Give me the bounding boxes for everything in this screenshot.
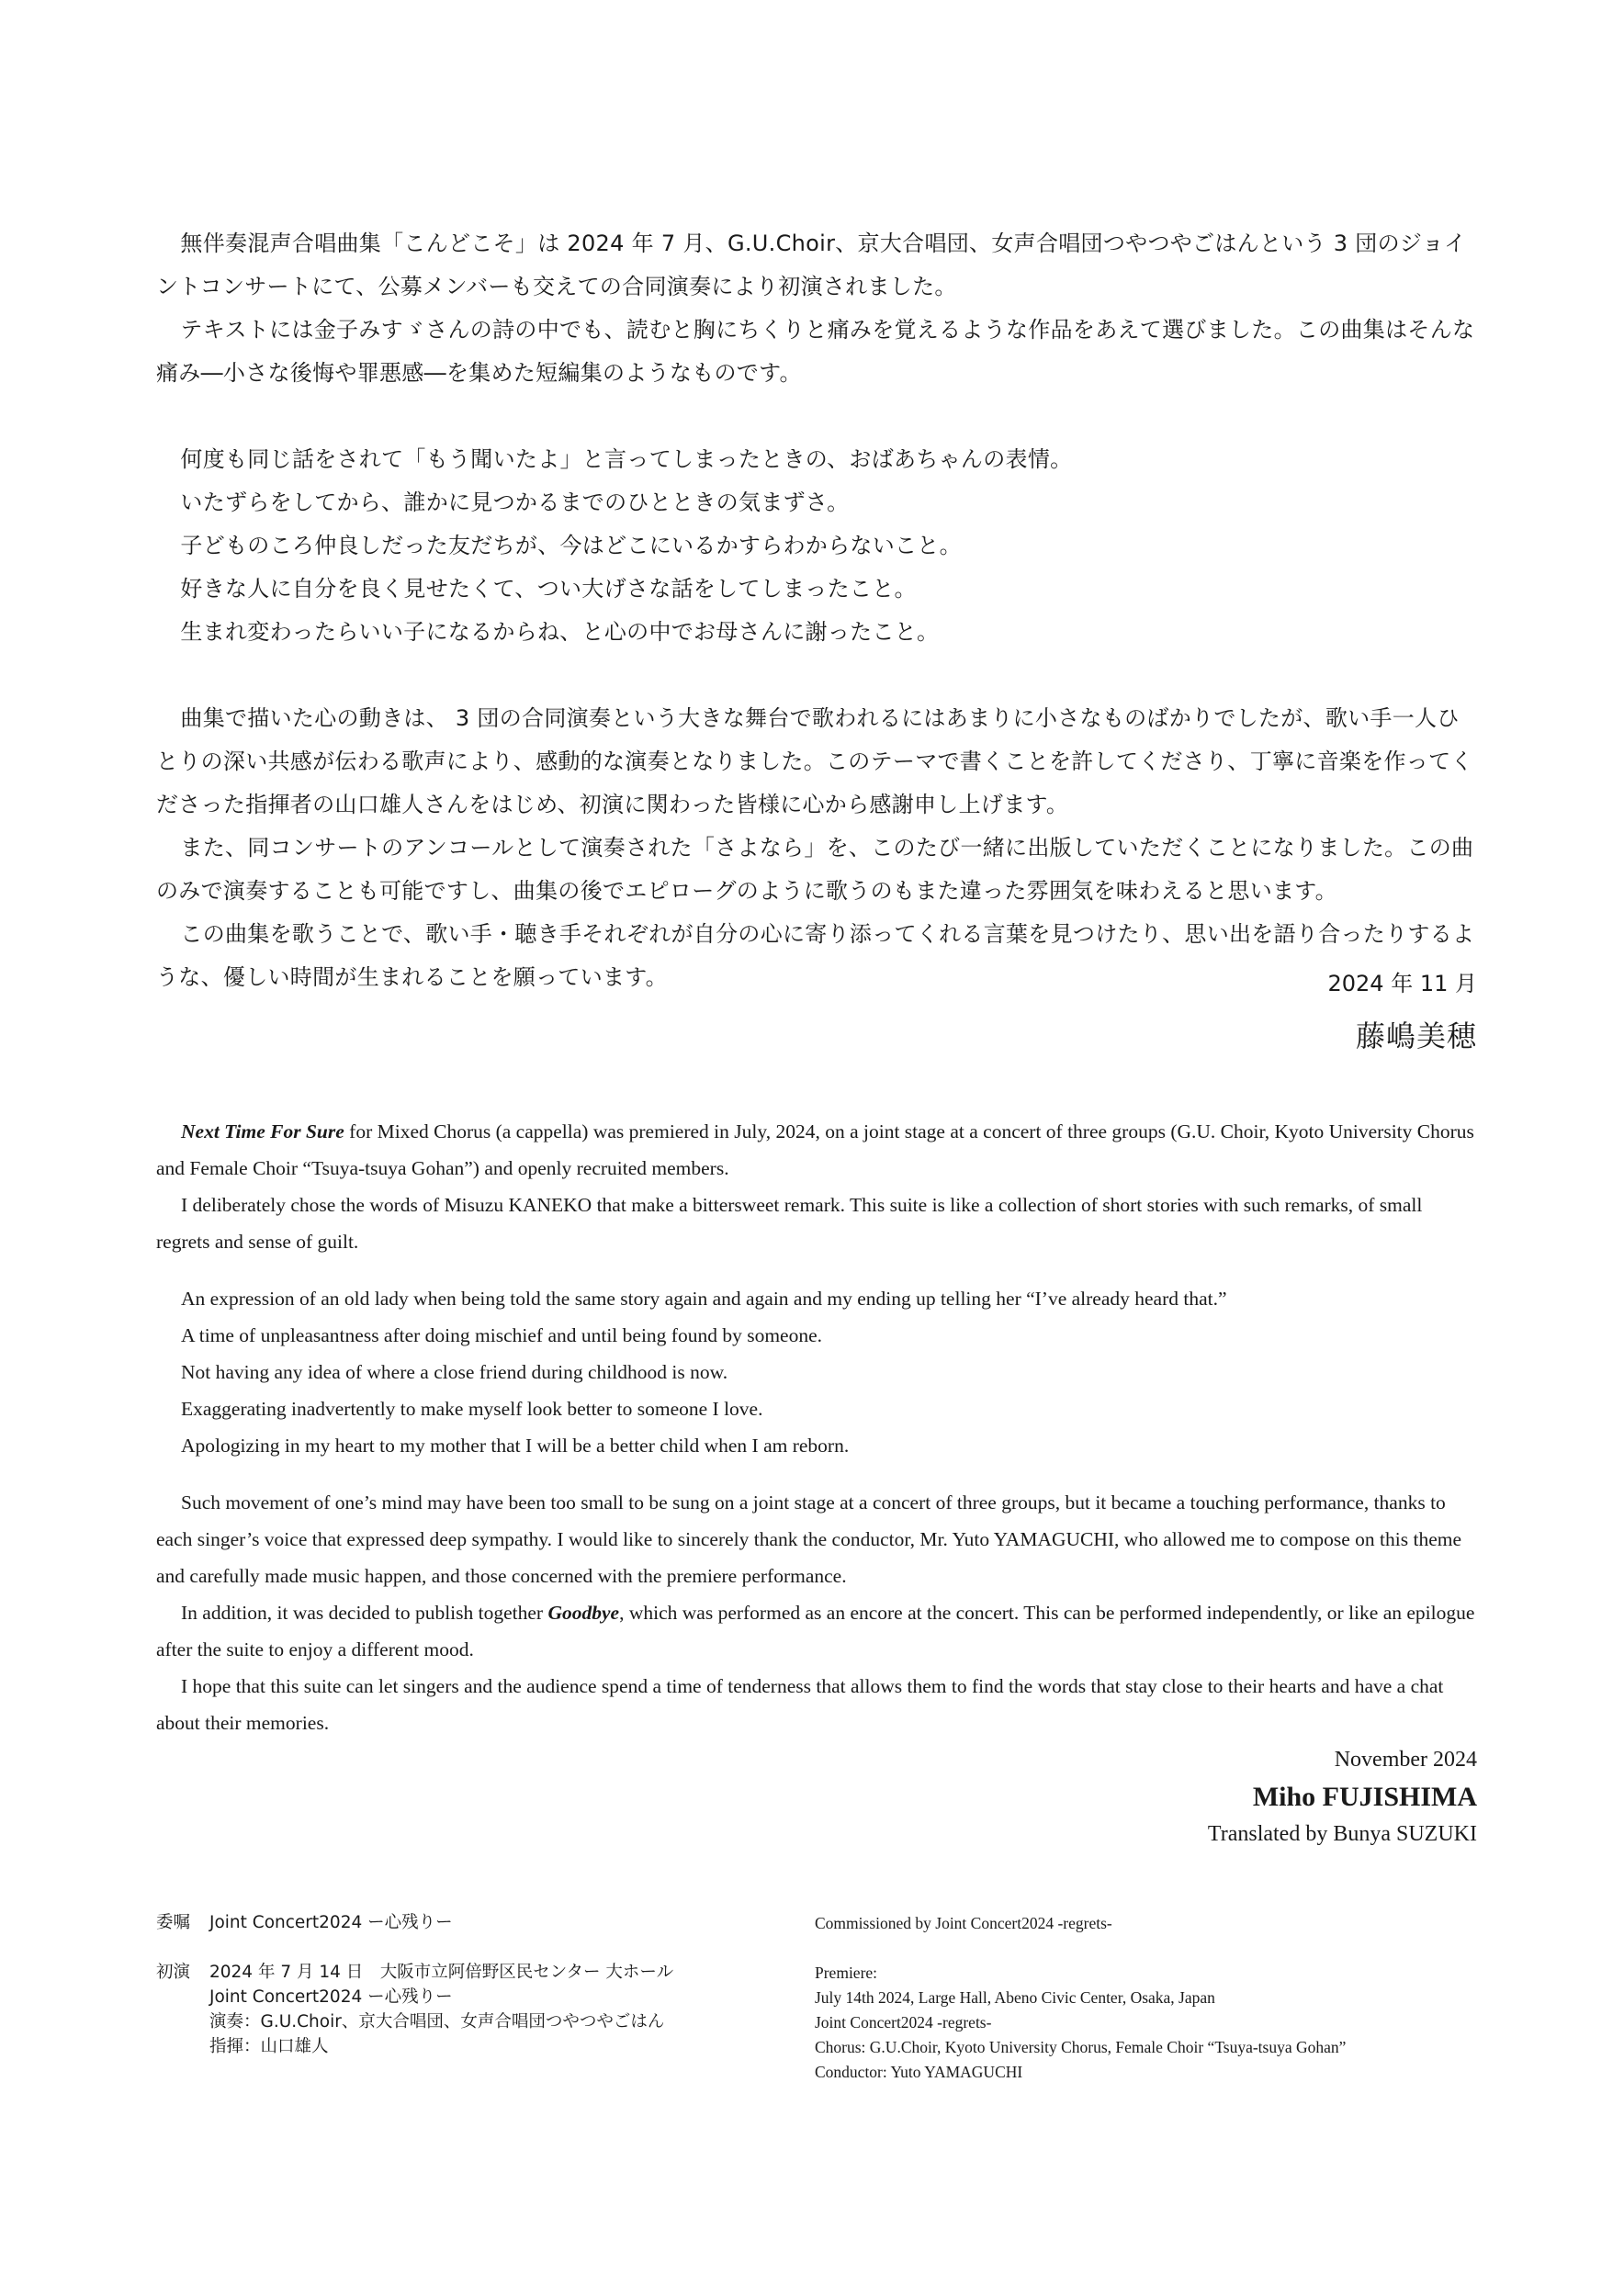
english-preface <box>156 1113 1479 1741</box>
translator: Translated by Bunya SUZUKI <box>1207 1822 1477 1846</box>
en-list-item: An expression of an old lady when being told the same story again and again and my ending up telling her “I’ve already heard that.” <box>181 1288 1227 1310</box>
premiere-line: 指揮：山口雄人 <box>209 2037 329 2056</box>
en-poem-list <box>156 1280 1479 1464</box>
commission-text: Commissioned by Joint Concert2024 -regrets- <box>815 1914 1112 1932</box>
premiere-line: Conductor: Yuto YAMAGUCHI <box>815 2063 1023 2081</box>
ja-author: 藤嶋美穂 <box>1355 1019 1477 1053</box>
ja-paragraph: テキストには金子みすゞさんの詩の中でも、読むと胸にちくりと痛みを覚えるような作品をあえて選びました。この曲集はそんな痛み―小さな後悔や罪悪感―を集めた短編集のようなものです。 <box>156 317 1475 386</box>
premiere-line: 2024 年 7 月 14 日 大阪市立阿倍野区民センター 大ホール <box>209 1963 674 1982</box>
en-paragraph: Such movement of one’s mind may have been too small to be sung on a joint stage at a concert of three groups, but it became a touching performance, thanks to each singer’s voice that expressed deep sympathy. I would like to sincerely thank the conductor, Mr. Yuto YAMAGUCHI, who allowed me to compose on this theme and carefully made music happen, and those concerned with the premiere performance. <box>156 1491 1462 1587</box>
en-list-item: Exaggerating inadvertently to make myself look better to someone I love. <box>181 1398 763 1420</box>
premiere-line: July 14th 2024, Large Hall, Abeno Civic Center, Osaka, Japan <box>815 1988 1215 2007</box>
encore-title: Goodbye <box>547 1602 620 1624</box>
en-paragraph: I hope that this suite can let singers and the audience spend a time of tenderness that allows them to find the words that stay close to their hearts and have a chat about their memories. <box>156 1675 1444 1734</box>
ja-list-item: 好きな人に自分を良く見せたくて、つい大げさな話をしてしまったこと。 <box>180 576 917 602</box>
premiere-line: Chorus: G.U.Choir, Kyoto University Chorus, Female Choir “Tsuya-tsuya Gohan” <box>815 2038 1347 2056</box>
commission-value: Joint Concert2024 ー心残りー <box>209 1913 453 1932</box>
en-text: , which was performed as an encore at the concert. This can be performed independently, or like an epilogue after the suite to enjoy a different mood. <box>156 1602 1475 1660</box>
japanese-preface <box>156 222 1477 999</box>
en-text: In addition, it was decided to publish together <box>181 1602 548 1624</box>
en-text: for Mixed Chorus (a cappella) was premiered in July, 2024, on a joint stage at a concert of three groups (G.U. Choir, Kyoto University Chorus and Female Choir “Tsuya-tsuya Gohan”) and openly recruited members. <box>156 1120 1474 1179</box>
ja-list-item: 何度も同じ話をされて「もう聞いたよ」と言ってしまったときの、おばあちゃんの表情。 <box>180 446 1073 472</box>
en-date: November 2024 <box>1334 1748 1477 1772</box>
ja-poem-list <box>156 438 1477 654</box>
ja-paragraph: また、同コンサートのアンコールとして演奏された「さよなら」を、このたび一緒に出版していただくことになりました。この曲のみで演奏することも可能ですし、曲集の後でエピローグのように歌うのもまた違った雰囲気を味わえると思います。 <box>156 835 1474 904</box>
ja-date: 2024 年 11 月 <box>1327 971 1477 996</box>
premiere-line: Joint Concert2024 ー心残りー <box>209 1987 453 2007</box>
en-paragraph: I deliberately chose the words of Misuzu KANEKO that make a bittersweet remark. This suite is like a collection of short stories with such remarks, of small regrets and sense of guilt. <box>156 1194 1423 1253</box>
en-list-item: Apologizing in my heart to my mother that I will be a better child when I am reborn. <box>181 1435 850 1457</box>
ja-list-item: 子どものころ仲良しだった友だちが、今はどこにいるかすらわからないこと。 <box>180 533 962 558</box>
premiere-line: Joint Concert2024 -regrets- <box>815 2013 992 2032</box>
ja-paragraph: 曲集で描いた心の動きは、 3 団の合同演奏という大きな舞台で歌われるにはあまりに小さなものばかりでしたが、歌い手一人ひとりの深い共感が伝わる歌声により、感動的な演奏となりました。このテーマで書くことを許してくださり、丁寧に音楽を作ってくださった指揮者の山口雄人さんをはじめ、初演に関わった皆様に心から感謝申し上げます。 <box>156 705 1473 817</box>
premiere-label: 初演 <box>156 1963 191 1982</box>
suite-title: Next Time For Sure <box>181 1120 344 1142</box>
ja-paragraph: この曲集を歌うことで、歌い手・聴き手それぞれが自分の心に寄り添ってくれる言葉を見つけたり、思い出を語り合ったりするような、優しい時間が生まれることを願っています。 <box>156 921 1475 990</box>
en-paragraph <box>156 1113 1479 1187</box>
en-list-item: Not having any idea of where a close friend during childhood is now. <box>181 1361 728 1383</box>
credits-english <box>815 1911 1346 2085</box>
ja-list-item: いたずらをしてから、誰かに見つかるまでのひとときの気まずさ。 <box>180 490 850 515</box>
premiere-label: Premiere: <box>815 1964 878 1982</box>
en-author: Miho FUJISHIMA <box>1252 1782 1477 1812</box>
premiere-line: 演奏：G.U.Choir、京大合唱団、女声合唱団つやつやごはん <box>209 2012 665 2032</box>
ja-list-item: 生まれ変わったらいい子になるからね、と心の中でお母さんに謝ったこと。 <box>180 619 940 645</box>
credits-japanese <box>156 1910 673 2059</box>
commission-label: 委嘱 <box>156 1913 191 1932</box>
en-list-item: A time of unpleasantness after doing mischief and until being found by someone. <box>181 1324 823 1346</box>
ja-paragraph: 無伴奏混声合唱曲集「こんどこそ」は 2024 年 7 月、G.U.Choir、京大合唱団、女声合唱団つやつやごはんという 3 団のジョイントコンサートにて、公募メンバーも交えての合同演奏により初演されました。 <box>156 231 1467 299</box>
en-paragraph <box>156 1594 1479 1668</box>
